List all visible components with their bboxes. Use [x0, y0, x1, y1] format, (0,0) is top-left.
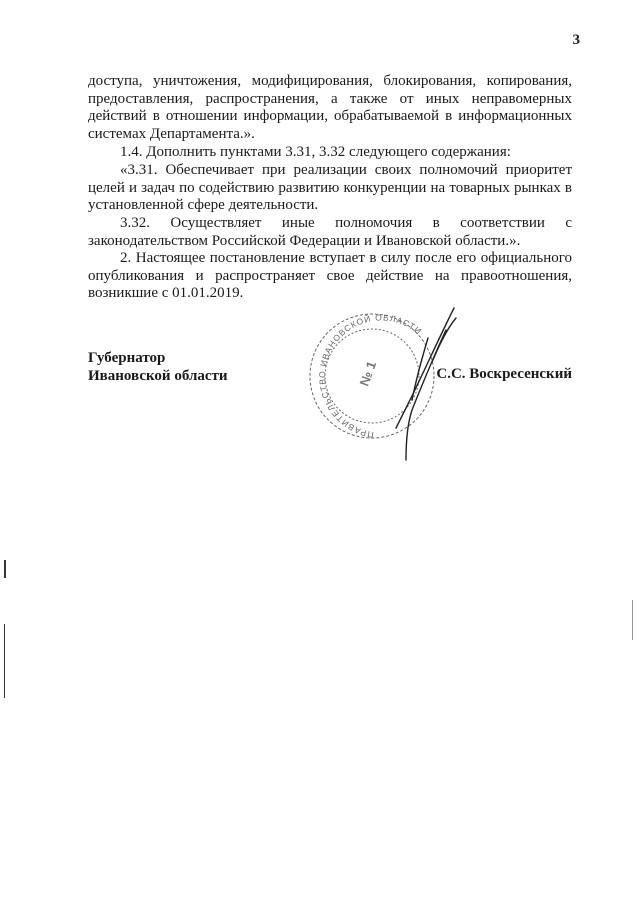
- signatory-name: С.С. Воскресенский: [436, 366, 572, 382]
- official-stamp: [296, 300, 486, 470]
- handwritten-signature: [396, 308, 456, 460]
- paragraph-item-1-4: 1.4. Дополнить пунктами 3.31, 3.32 следующего содержания:: [120, 144, 511, 160]
- signatory-title-line1: Губернатор: [88, 350, 166, 366]
- paragraph-item-3-31: «3.31. Обеспечивает при реализации своих полномочий приоритет целей и задач по содействию развитию конкуренции на товарных рынках в установленной сфере деятельности.: [88, 162, 572, 213]
- paragraph-item-2: 2. Настоящее постановление вступает в силу после его официального опубликования и распространяет свое действие на правоотношения, возникшие с 01.01.2019.: [88, 250, 572, 301]
- scan-edge-mark: [4, 560, 6, 578]
- page-number: 3: [572, 32, 580, 48]
- stamp-ring-textpath: ПРАВИТЕЛЬСТВО ИВАНОВСКОЙ ОБЛАСТИ: [317, 312, 425, 440]
- signatory-title-line2: Ивановской области: [88, 368, 228, 384]
- scan-edge-mark: [632, 600, 633, 640]
- scan-edge-mark: [4, 624, 5, 698]
- paragraph-continuation: доступа, уничтожения, модифицирования, блокирования, копирования, предоставления, распространения, а также от иных неправомерных действий в отношении информации, обрабатываемой в информационных системах Департамента.».: [88, 73, 572, 142]
- stamp-center-text: № 1: [356, 359, 380, 389]
- paragraph-item-3-32: 3.32. Осуществляет иные полномочия в соответствии с законодательством Российской Федерации и Ивановской области.».: [88, 215, 572, 249]
